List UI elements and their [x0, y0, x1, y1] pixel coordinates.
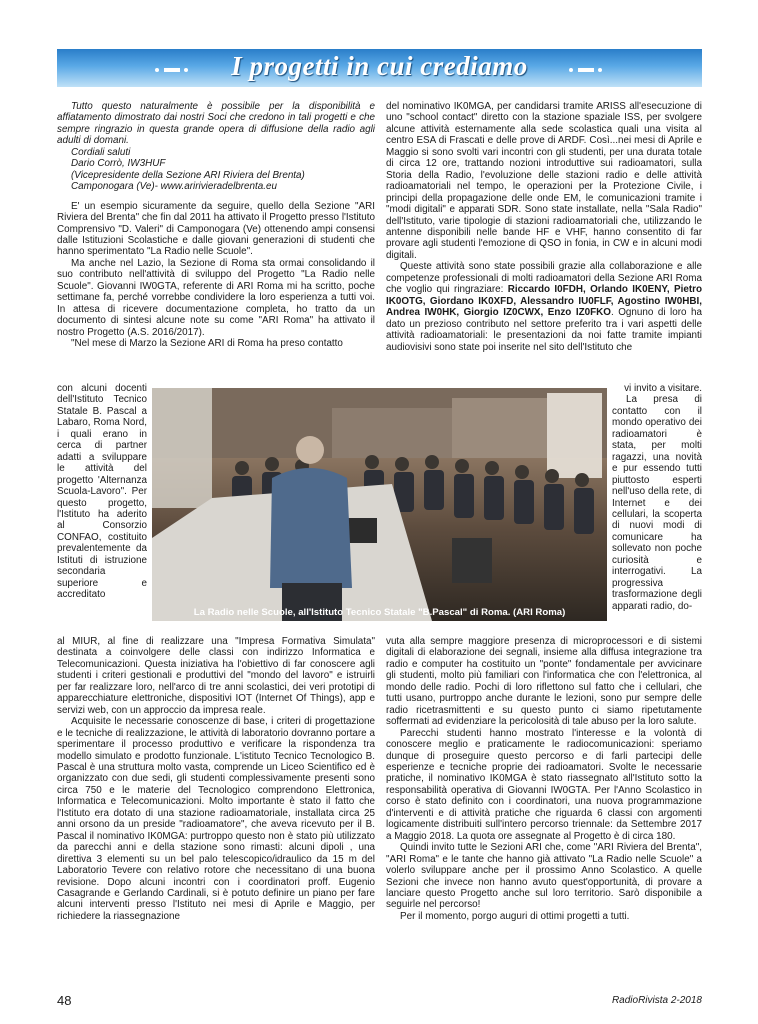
body-paragraph: Parecchi studenti hanno mostrato l'interesse e la volontà di conoscere meglio e praticamente le radiocomunicazioni: speriamo dunque di proseguire questo percorso e di farli partecipi delle esperienze e tecniche proprie dei radioamatori. Svolte le necessarie pratiche, il nominativo IK0MGA è stato riassegnato all'Istituto sotto la responsabilità operativa di Giovanni IW0GTA. Per l'Anno Scolastico in corso è stato definito con i coordinatori, una nuova programmazione d'interventi e di attività pratiche che riguarda 6 classi con argomenti logicamente distribuiti sull'intero percorso triennale: da Settembre 2017 a Maggio 2018. La quota ore assegnate al Progetto è di circa 180. [386, 727, 702, 842]
wrap-body: La presa di contatto con il mondo operativo dei radioamatori è stata, per molti ragazzi, una novità e pur essendo tutti piuttosto esperti nell'uso della rete, di Internet e dei cellulari, la scoperta di nuovi modi di comunicare ha sollevato non poche curiosità e interrogativi. La progressiva trasformazione degli apparati radio, do- [612, 394, 702, 612]
title-banner [57, 49, 702, 87]
signature-site: Camponogara (Ve)- www.aririvieradelbrenta.eu [71, 181, 278, 193]
right-wrap-text [612, 383, 702, 635]
signature-name: Dario Corrò, IW3HUF [71, 158, 166, 170]
body-paragraph: Ma anche nel Lazio, la Sezione di Roma sta ormai consolidando il suo contributo nell'attività di sviluppo del Progetto "La Radio nelle Scuole". Giovanni IW0GTA, referente di ARI Roma mi ha scritto, poche settimane fa, perché vorrebbe condividere la loro esperienza a tutti voi. In attesa di ricevere documentazione completa, ho tratto da un documento di sintesi alcune note su come "ARI Roma" ha attivato il nostro Progetto (A.S. 2016/2017). [57, 257, 375, 338]
body-paragraph: del nominativo IK0MGA, per candidarsi tramite ARISS all'esecuzione di uno "school contact" diretto con la stazione spaziale ISS, per svolgere alcune attività esternamente alla sede scolastica quali una visita al centro ESA di Frascati e delle prove di ARDF. Così...nei mesi di Aprile e Maggio si sono svolti vari incontri con gli studenti, per una durata totale di circa 12 ore, trattando nozioni introduttive sui radioamatori, sulla Storia della Radio, l'evoluzione delle stazioni radio e delle attività radioamatoriali nel tempo, le operazioni per la Protezione Civile, i principi della propagazione delle onde EM, le comunicazioni tramite i "modi digitali" e apparati SDR. Sono state installate, nella "Sala Radio" dell'Istituto, varie tipologie di stazioni radioamatoriali che, utilizzando le antenne disponibili nelle bande HF e VHF, hanno consentito di far provare agli studenti l'emozione di QSO in fonia, in CW e in alcuni modi digitali. [386, 101, 702, 261]
classroom-illustration [152, 388, 607, 621]
body-paragraph: Per il momento, porgo auguri di ottimi progetti a tutti. [400, 910, 630, 922]
thanks-names: Riccardo I0FDH, Orlando IK0ENY, Pietro IK0OTG, Giordano IK0XFD, Alessandro IU0FLF, Agostino IW0HBI, Andrea IW0HK, Giorgio IZ0CWX, Enzo IZ0FKO [386, 284, 702, 319]
wrap-first-line: vi invito a visitare. [624, 383, 702, 394]
right-column-bottom [386, 636, 702, 922]
body-paragraph: al MIUR, al fine di realizzare una "Impresa Formativa Simulata" destinata a coinvolgere delle classi con indirizzo Informatica e Telecomunicazioni. Questa iniziativa ha l'obiettivo di far conoscere agli studenti i criteri gestionali e produttivi del "mondo del lavoro" e istruirli per far realizzare loro, nell'arco di tre anni scolastici, dei veri prototipi di apparecchiature elettroniche, dispositivi IOT (Internet Of Things), app e servizi web, con un approccio da impresa reale. [57, 636, 375, 716]
left-column-bottom [57, 636, 375, 922]
ornament-right-icon [569, 67, 603, 73]
page-number: 48 [57, 993, 72, 1008]
signature-role: (Vicepresidente della Sezione ARI Riviera del Brenta) [71, 169, 305, 181]
body-paragraph: Quindi invito tutte le Sezioni ARI che, come "ARI Riviera del Brenta", "ARI Roma" e le tante che hanno già attivato "La Radio nelle Scuole" a volerlo sviluppare anche per il prossimo Anno Scolastico. A quelle Sezioni che invece non hanno avuto quest'opportunità, di provare a lanciare questo Progetto anche sul loro territorio. Sarò disponibile a seguirle nel percorso! [386, 842, 702, 911]
classroom-photo [152, 388, 607, 621]
body-paragraph: Acquisite le necessarie conoscenze di base, i criteri di progettazione e le tecniche di realizzazione, le attività di laboratorio dovranno portare a sperimentare il processo produttivo e verificare la rispondenza tra modello simulato e prodotto funzionale. L'istituto Tecnico Tecnologico B. Pascal è una struttura molto vasta, comprende un Liceo Scientifico ed è organizzato con due sedi, gli studenti complessivamente presenti sono circa 750 e le materie del Tecnologico comprendono Elettronica, Informatica e Telecomunicazioni. Molto importante è stato il fatto che l'Istituto era dotato di una stazione radioamatoriale, installata circa 25 anni orsono da un preside "radioamatore", che aveva ricevuto per il B. Pascal il nominativo IK0MGA: purtroppo questo non è stato più utilizzato da parecchi anni e della stazione sono rimasti: alcuni dipoli , una direttiva 3 elementi su un bel palo telescopico/idraulico da 15 m del Laboratorio Tevere con relativo rotore che necessitano di una buona revisione. Dopo alcuni incontri con i coordinatori proff. Eugenio Casagrande e Gerlando Cardinali, si è potuto definire un piano per fare alcuni interventi presso l'Istituto nei mesi di Aprile e Maggio, per richiedere la riassegnazione [57, 716, 375, 922]
body-text: Queste attività sono state possibili grazie alla collaborazione e alle competenze professionali di molti radioamatori della Sezione ARI Roma che voglio qui ringraziare: [386, 261, 702, 296]
body-paragraph: vuta alla sempre maggiore presenza di microprocessori e di sistemi digitali di elaborazione dei segnali, insieme alla diffusa integrazione tra radio e computer ha costituito un "ponte" fondamentale per avvicinare gli studenti, molto più familiari con l'informatica che con l'elettronica, al mondo delle radio. Pochi di loro riflettono sul fatto che i cellulari, che tutti usano, purtroppo anche durante le lezioni, sono pur sempre delle radio ricetrasmittenti e su questo punto ci siamo ripetutamente soffermati ad evidenziare la pericolosità di tale abuso per la loro salute. [386, 636, 702, 728]
body-paragraph: "Nel mese di Marzo la Sezione ARI di Roma ha preso contatto [71, 338, 343, 350]
signature-greeting: Cordiali saluti [71, 146, 131, 158]
magazine-issue: RadioRivista 2-2018 [611, 995, 702, 1006]
intro-paragraph: Tutto questo naturalmente è possibile per la disponibilità e affiatamento dimostrato dai nostri Soci che credono in tali progetti e che sempre ringrazio in questa grande opera di diffusione della radio agli adulti di domani. [57, 101, 375, 147]
left-wrap-text: con alcuni docenti dell'Istituto Tecnico Statale B. Pascal a Labaro, Roma Nord, i quali erano in cerca di partner adatti a sviluppare le attività del progetto 'Alternanza Scuola-Lavoro". Per questo progetto, l'Istituto ha aderito al Consorzio CONFAO, costituito prevalentemente da Istituti di istruzione secondaria superiore e accreditato [57, 383, 147, 601]
right-column-top [386, 101, 702, 353]
photo-caption: La Radio nelle Scuole, all'Istituto Tecnico Statale "B.Pascal" di Roma. (ARI Roma) [193, 607, 566, 618]
page-title: I progetti in cui crediamo [231, 51, 528, 81]
body-paragraph: E' un esempio sicuramente da seguire, quello della Sezione "ARI Riviera del Brenta" che fin dal 2011 ha attivato il Progetto presso l'Istituto Comprensivo "D. Valeri" di Camponogara (Ve) ottenendo ampi consensi dalle Istituzioni Scolastiche e dalle giovani generazioni di studenti che hanno sperimentato "La Radio nelle Scuole". [57, 200, 375, 258]
left-column-top [57, 101, 375, 350]
body-text: . Ognuno di loro ha dato un prezioso contributo nel settore preferito tra i vari aspetti delle attività radioamatoriali: le presentazioni da noi fatte tramite impianti audiovisivi sono state poi inserite nel sito dell'Istituto che [386, 307, 702, 353]
